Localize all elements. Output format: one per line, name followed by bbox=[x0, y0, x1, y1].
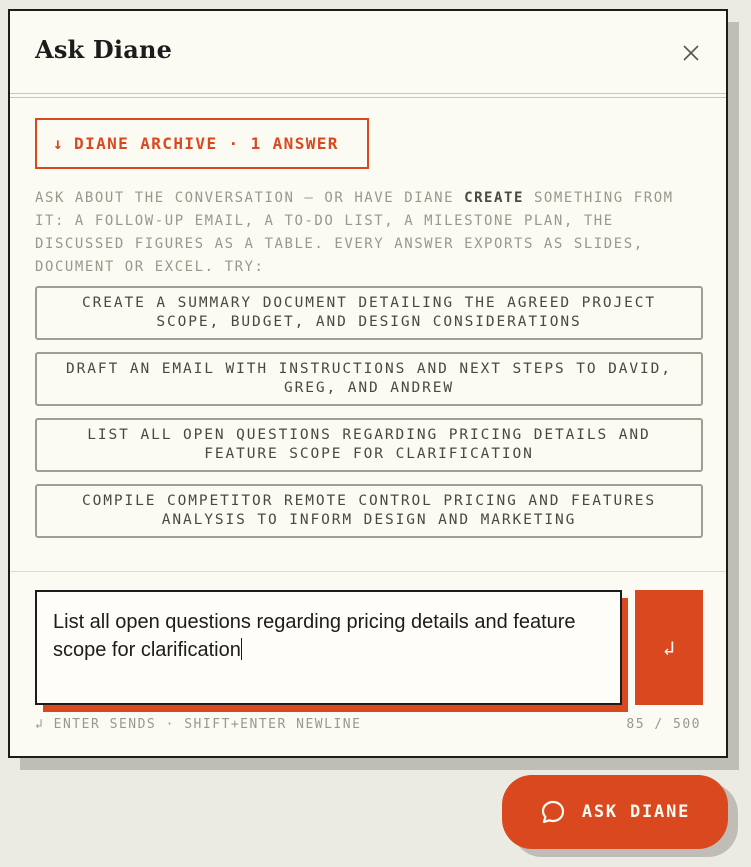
suggestion-label: COMPILE COMPETITOR REMOTE CONTROL PRICING AND FEATURES ANALYSIS TO INFORM DESIGN AND MARKETING bbox=[81, 493, 656, 528]
suggestion-button[interactable] bbox=[35, 286, 703, 340]
suggestion-label: DRAFT AN EMAIL WITH INSTRUCTIONS AND NEXT STEPS TO DAVID, GREG, AND ANDREW bbox=[66, 361, 672, 396]
ask-diane-dialog bbox=[8, 9, 728, 758]
ask-diane-button[interactable] bbox=[502, 775, 728, 849]
dialog-header bbox=[10, 11, 726, 95]
text-caret bbox=[241, 638, 242, 660]
chat-bubble-icon bbox=[540, 799, 566, 825]
character-counter: 85 / 500 bbox=[626, 717, 701, 732]
suggestion-button[interactable] bbox=[35, 352, 703, 406]
archive-badge-label: DIANE ARCHIVE · 1 ANSWER bbox=[74, 134, 339, 153]
dialog-title: Ask Diane bbox=[35, 35, 173, 64]
archive-badge[interactable] bbox=[35, 118, 369, 169]
intro-after: SOMETHING FROM IT: A FOLLOW-UP EMAIL, A TO-DO LIST, A MILESTONE PLAN, THE DISCUSSED FIGURES AS A TABLE. EVERY ANSWER EXPORTS AS SLIDES, DOCUMENT OR EXCEL. TRY: bbox=[35, 190, 674, 275]
suggestion-label: LIST ALL OPEN QUESTIONS REGARDING PRICING DETAILS AND FEATURE SCOPE FOR CLARIFICATION bbox=[87, 427, 651, 462]
header-divider bbox=[10, 93, 726, 98]
ask-diane-button-label: ASK DIANE bbox=[581, 802, 691, 822]
composer-divider bbox=[10, 571, 726, 572]
close-icon bbox=[682, 44, 700, 62]
arrow-down-icon: ↓ bbox=[53, 134, 65, 153]
suggestion-label: CREATE A SUMMARY DOCUMENT DETAILING THE AGREED PROJECT SCOPE, BUDGET, AND DESIGN CONSIDERATIONS bbox=[81, 295, 656, 330]
close-button[interactable] bbox=[682, 44, 700, 62]
enter-icon: ↲ bbox=[662, 635, 676, 660]
send-button[interactable] bbox=[635, 590, 703, 705]
question-input-value: List all open questions regarding pricing details and feature scope for clarification bbox=[53, 611, 576, 661]
question-input[interactable] bbox=[35, 590, 622, 705]
intro-before: ASK ABOUT THE CONVERSATION — OR HAVE DIANE bbox=[35, 190, 465, 206]
suggestion-button[interactable] bbox=[35, 418, 703, 472]
intro-text bbox=[35, 187, 705, 279]
keyboard-hint: ↲ ENTER SENDS · SHIFT+ENTER NEWLINE bbox=[35, 717, 362, 732]
suggestion-button[interactable] bbox=[35, 484, 703, 538]
intro-emphasis: CREATE bbox=[464, 190, 524, 206]
